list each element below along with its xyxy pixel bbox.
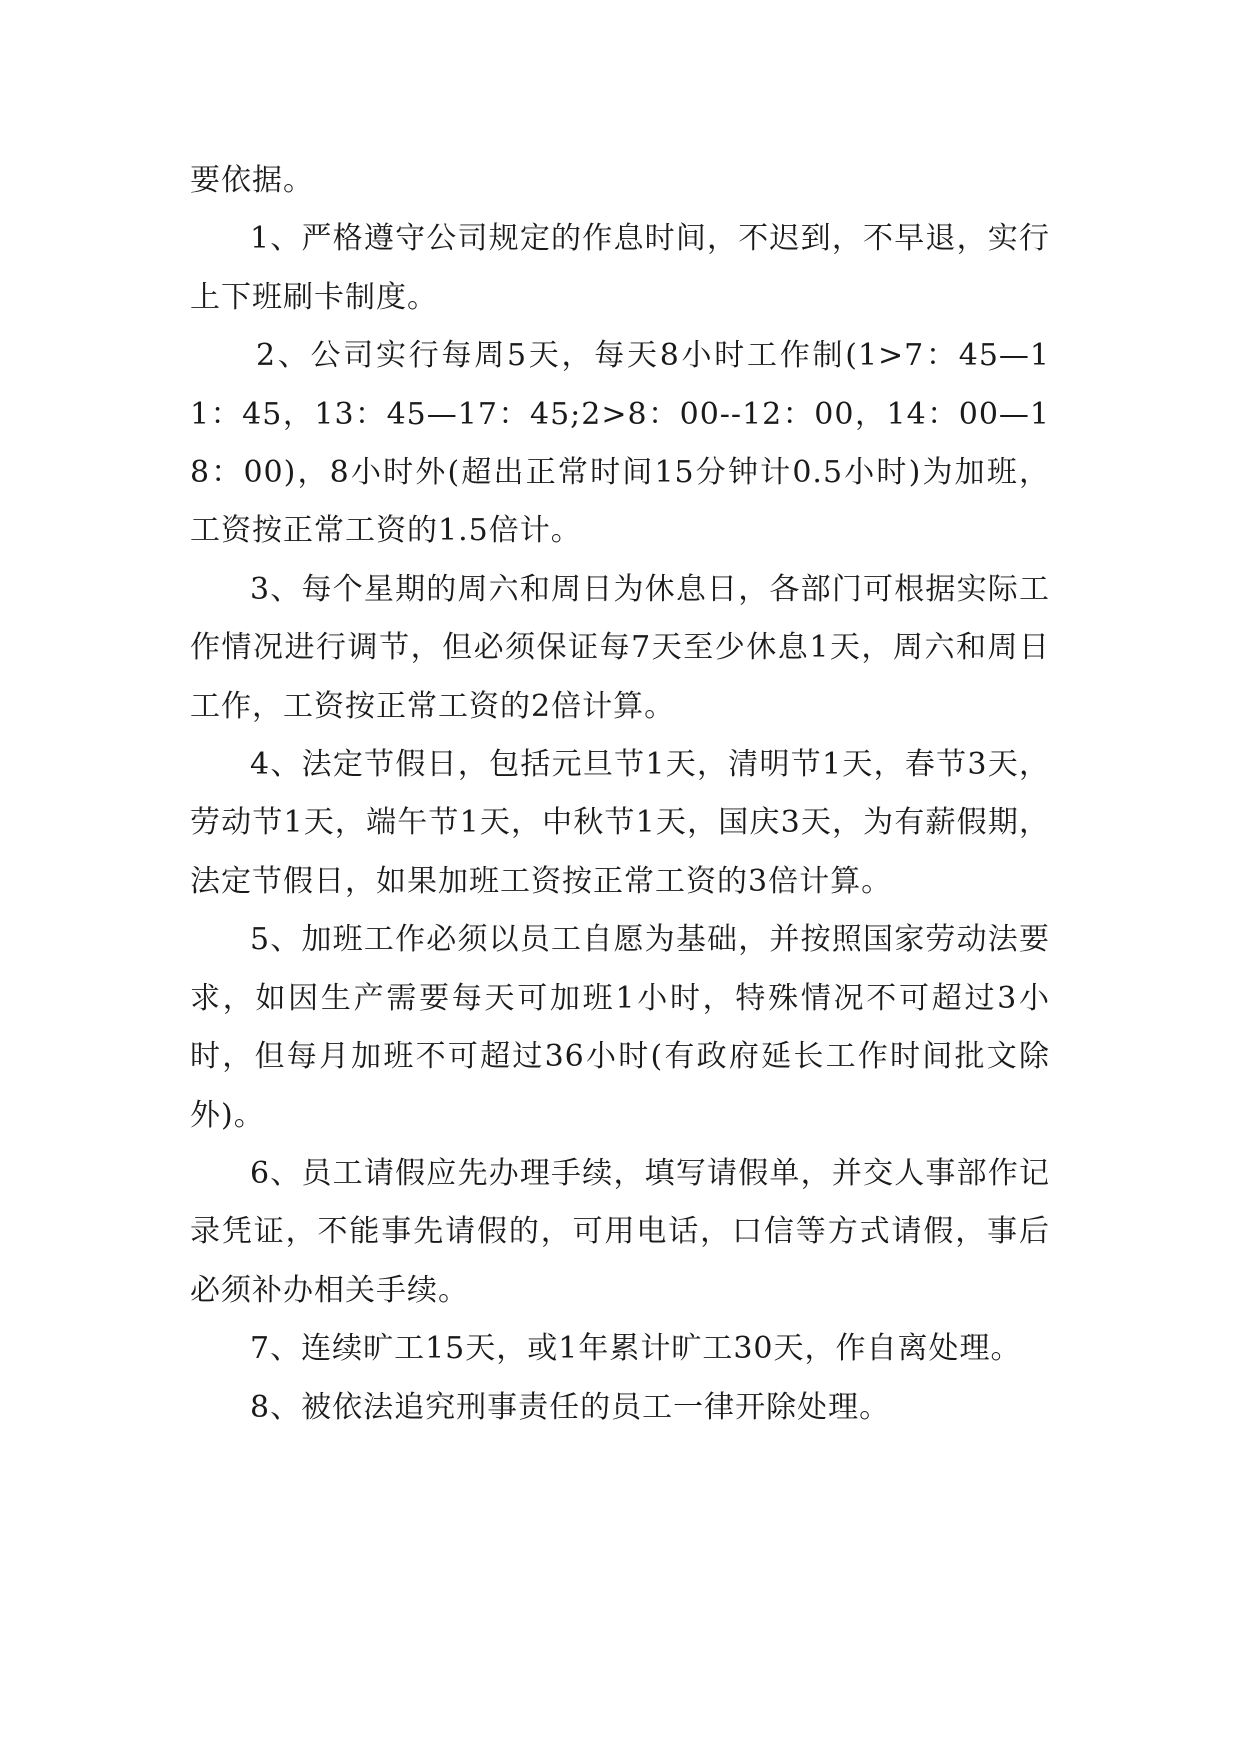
document-body	[190, 152, 1050, 1437]
paragraph-rule-4: 4、法定节假日，包括元旦节1天，清明节1天，春节3天，劳动节1天，端午节1天，中秋节1天，国庆3天，为有薪假期，法定节假日，如果加班工资按正常工资的3倍计算。	[190, 747, 1050, 899]
paragraph-rule-5: 5、加班工作必须以员工自愿为基础，并按照国家劳动法要求，如因生产需要每天可加班1小时，特殊情况不可超过3小时，但每月加班不可超过36小时(有政府延长工作时间批文除外)。	[190, 922, 1050, 1133]
paragraph-rule-7: 7、连续旷工15天，或1年累计旷工30天，作自离处理。	[250, 1331, 1022, 1367]
paragraph-rule-8: 8、被依法追究刑事责任的员工一律开除处理。	[250, 1389, 891, 1425]
paragraph-rule-6: 6、员工请假应先办理手续，填写请假单，并交人事部作记录凭证，不能事先请假的，可用电话，口信等方式请假，事后必须补办相关手续。	[190, 1155, 1050, 1308]
paragraph-rule-1: 1、严格遵守公司规定的作息时间，不迟到，不早退，实行上下班刷卡制度。	[190, 221, 1050, 315]
paragraph-rule-2: 2、公司实行每周5天，每天8小时工作制(1>7：45—11：45，13：45—17：45;2>8：00--12：00，14：00—18：00)，8小时外(超出正常时间15分钟计0.5小时)为加班，工资按正常工资的1.5倍计。	[190, 338, 1050, 549]
paragraph-rule-3: 3、每个星期的周六和周日为休息日，各部门可根据实际工作情况进行调节，但必须保证每7天至少休息1天，周六和周日工作，工资按正常工资的2倍计算。	[190, 571, 1050, 724]
paragraph-continuation: 要依据。	[190, 163, 314, 198]
